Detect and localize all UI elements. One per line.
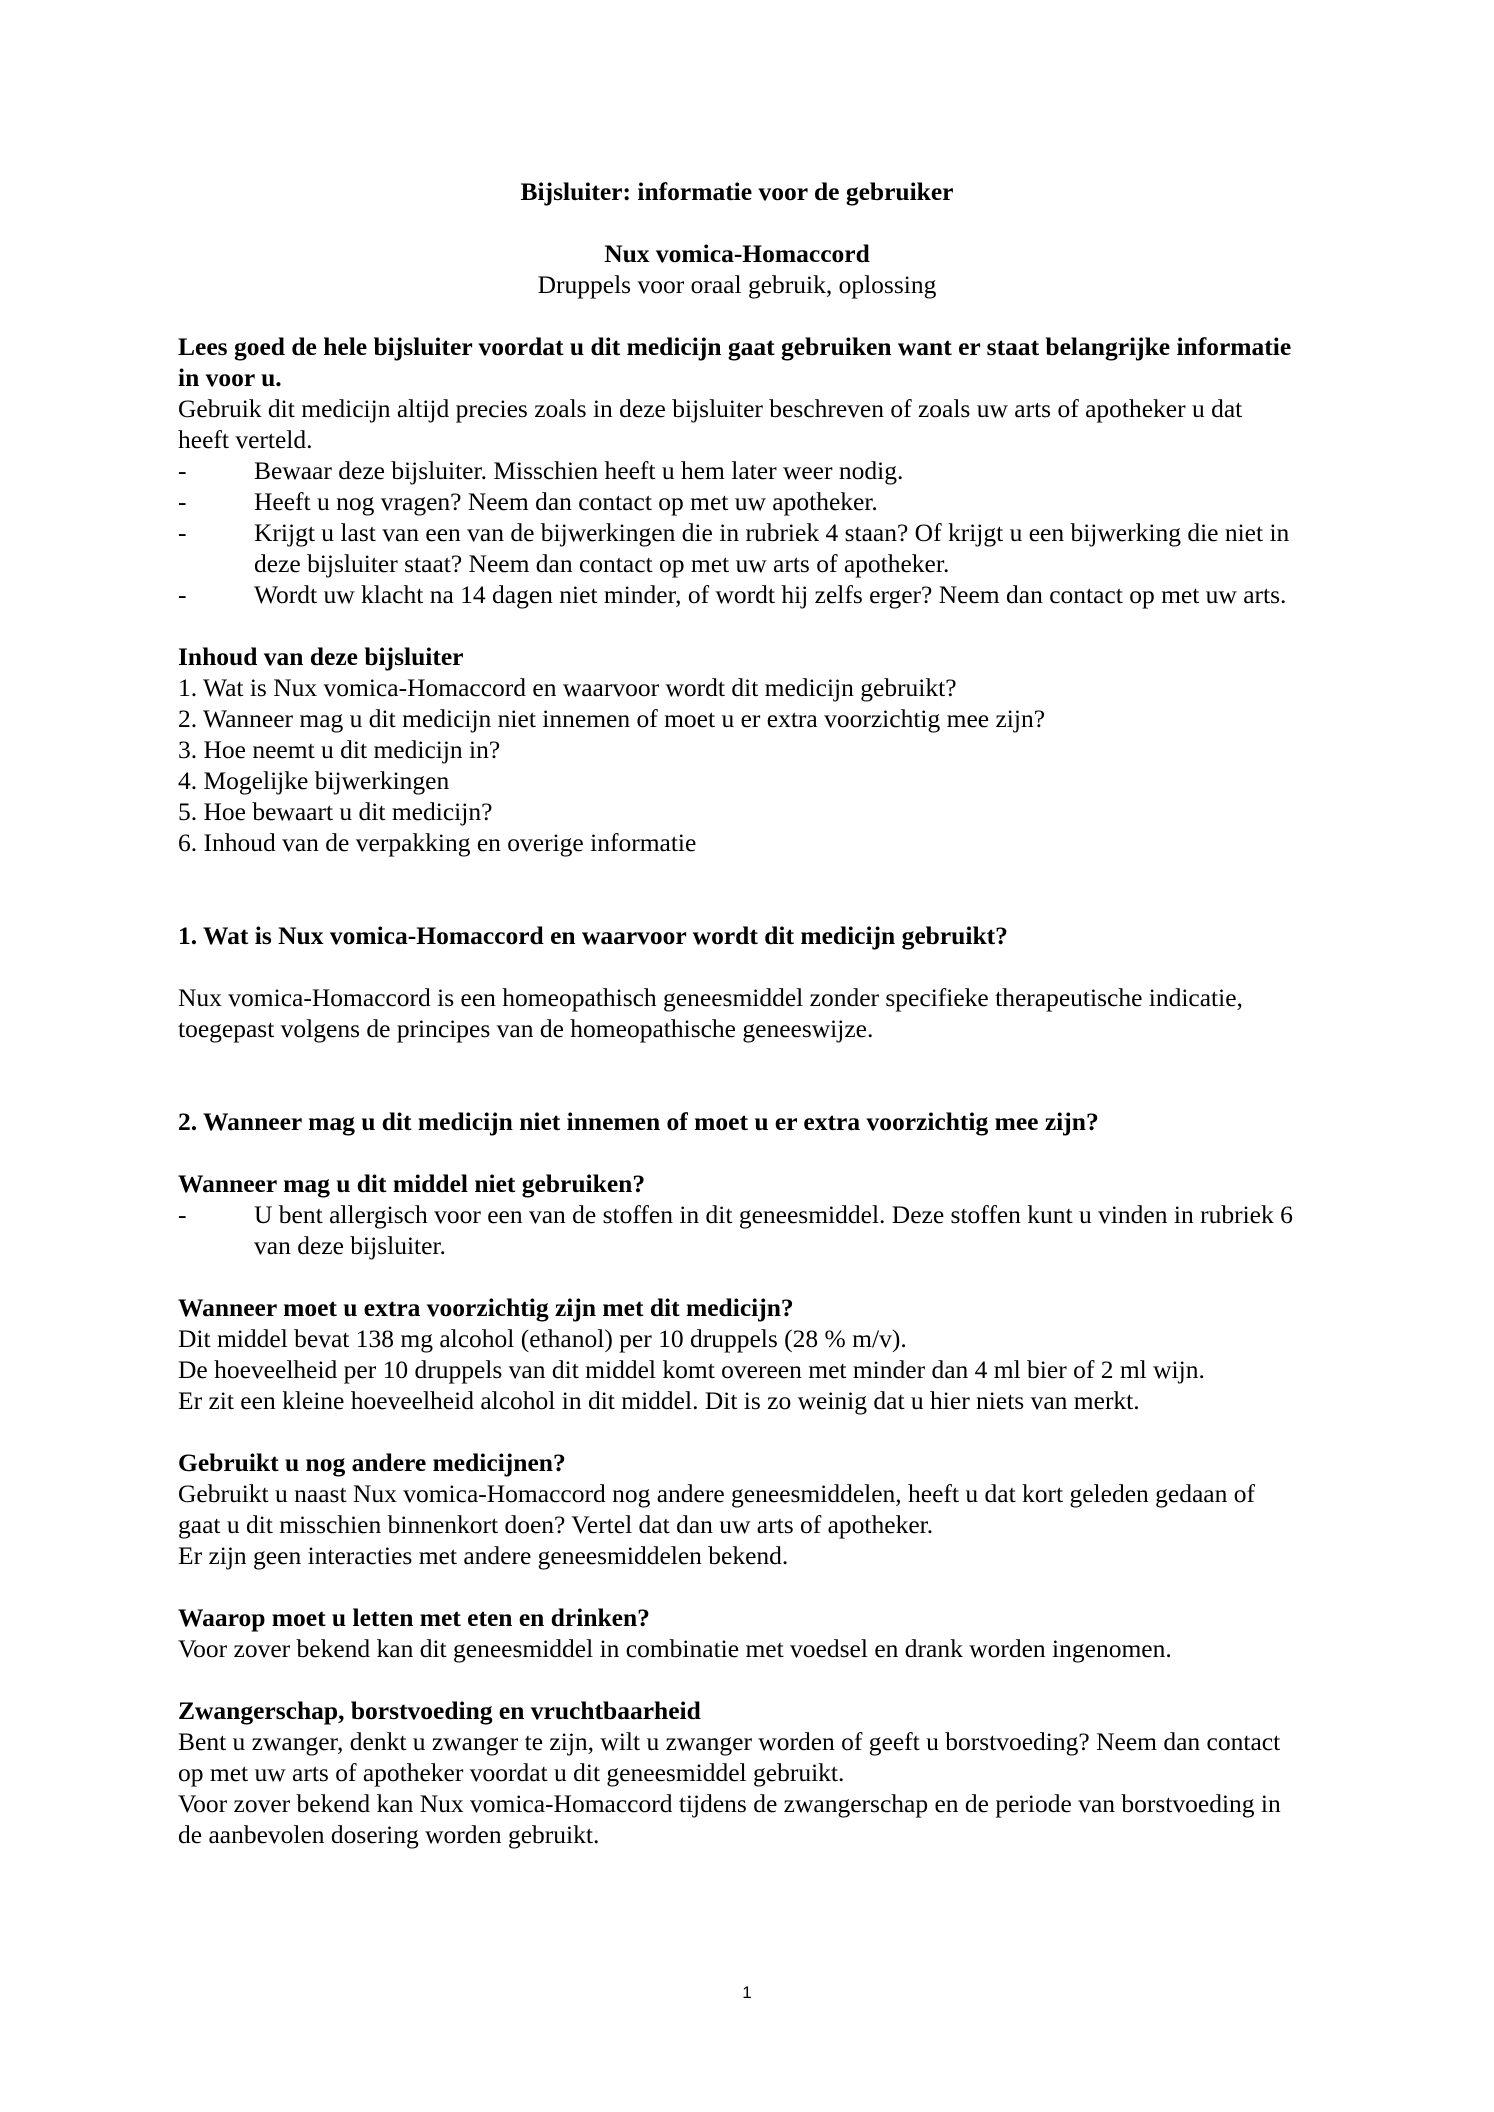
list-item-label: Krijgt u last van een van de bijwerkingen die in rubriek 4 staan? Of krijgt u een bijwerking die niet in deze bijsluiter staat? Neem dan contact op met uw arts of apotheker. [254,518,1290,578]
food-drink-paragraph: Voor zover bekend kan dit geneesmiddel in combinatie met voedsel en drank worden ingenomen. [178,1634,1172,1663]
toc-item-6: 6. Inhoud van de verpakking en overige informatie [178,828,697,857]
dash-bullet-icon: - [178,518,187,547]
toc-item-4: 4. Mogelijke bijwerkingen [178,766,450,795]
section-1-paragraph: Nux vomica-Homaccord is een homeopathisch geneesmiddel zonder specifieke therapeutische indicatie, toegepast volgens de principes van de homeopathische geneeswijze. [178,983,1243,1043]
page-number: 1 [742,1983,752,2002]
product-name: Nux vomica-Homaccord [604,239,870,268]
spacer [178,1261,1296,1292]
list-item-label: Wordt uw klacht na 14 dagen niet minder, of wordt hij zelfs erger? Neem dan contact op met uw arts. [254,580,1287,609]
other-medicines-heading: Gebruikt u nog andere medicijnen? [178,1448,566,1477]
spacer [178,951,1296,982]
warnings-line-alcohol-content: Dit middel bevat 138 mg alcohol (ethanol) per 10 druppels (28 % m/v). [178,1324,907,1353]
document-title: Bijsluiter: informatie voor de gebruiker [520,177,954,206]
toc-heading: Inhoud van deze bijsluiter [178,642,464,671]
list-item-label: Bewaar deze bijsluiter. Misschien heeft u hem later weer nodig. [254,456,904,485]
pregnancy-paragraph-advice: Bent u zwanger, denkt u zwanger te zijn, wilt u zwanger worden of geeft u borstvoeding? Neem dan contact op met uw arts of apotheker voordat u dit geneesmiddel gebruikt. [178,1727,1281,1787]
intro-lead-bold: Lees goed de hele bijsluiter voordat u dit medicijn gaat gebruiken want er staat belangrijke informatie in voor u. [178,332,1292,392]
spacer [178,1044,1296,1075]
spacer [178,858,1296,889]
list-item-label: Heeft u nog vragen? Neem dan contact op met uw apotheker. [254,487,878,516]
spacer [178,1137,1296,1168]
spacer [178,610,1296,641]
other-medicines-interactions: Er zijn geen interacties met andere geneesmiddelen bekend. [178,1541,789,1570]
warnings-line-reassurance: Er zit een kleine hoeveelheid alcohol in dit middel. Dit is zo weinig dat u hier niets van merkt. [178,1386,1140,1415]
list-item-label: U bent allergisch voor een van de stoffen in dit geneesmiddel. Deze stoffen kunt u vinden in rubriek 6 van deze bijsluiter. [254,1200,1293,1260]
pregnancy-heading: Zwangerschap, borstvoeding en vruchtbaarheid [178,1696,701,1725]
contraindications-bullet-list [178,1199,1296,1261]
toc-item-3: 3. Hoe neemt u dit medicijn in? [178,735,501,764]
pregnancy-paragraph-usage: Voor zover bekend kan Nux vomica-Homaccord tijdens de zwangerschap en de periode van borstvoeding in de aanbevolen dosering worden gebruikt. [178,1789,1281,1849]
contraindications-heading: Wanneer mag u dit middel niet gebruiken? [178,1169,646,1198]
list-item [178,455,1296,486]
document-body [178,176,1296,1850]
dash-bullet-icon: - [178,487,187,516]
intro-bullet-list [178,455,1296,610]
list-item [178,1199,1296,1261]
spacer [178,300,1296,331]
toc-item-5: 5. Hoe bewaart u dit medicijn? [178,797,493,826]
spacer [178,889,1296,920]
spacer [178,1075,1296,1106]
spacer [178,1416,1296,1447]
list-item [178,486,1296,517]
other-medicines-paragraph: Gebruikt u naast Nux vomica-Homaccord nog andere geneesmiddelen, heeft u dat kort geleden gedaan of gaat u dit misschien binnenkort doen? Vertel dat dan uw arts of apotheker. [178,1479,1255,1539]
section-1-heading: 1. Wat is Nux vomica-Homaccord en waarvoor wordt dit medicijn gebruikt? [178,921,1008,950]
intro-paragraph: Gebruik dit medicijn altijd precies zoals in deze bijsluiter beschreven of zoals uw arts of apotheker u dat heeft verteld. [178,394,1243,454]
product-dosage-form: Druppels voor oraal gebruik, oplossing [537,270,937,299]
list-item [178,579,1296,610]
dash-bullet-icon: - [178,1200,187,1229]
dash-bullet-icon: - [178,580,187,609]
toc-item-1: 1. Wat is Nux vomica-Homaccord en waarvoor wordt dit medicijn gebruikt? [178,673,957,702]
food-drink-heading: Waarop moet u letten met eten en drinken? [178,1603,650,1632]
toc-item-2: 2. Wanneer mag u dit medicijn niet innemen of moet u er extra voorzichtig mee zijn? [178,704,1046,733]
section-2-heading: 2. Wanneer mag u dit medicijn niet innemen of moet u er extra voorzichtig mee zijn? [178,1107,1099,1136]
list-item [178,517,1296,579]
dash-bullet-icon: - [178,456,187,485]
warnings-line-comparison: De hoeveelheid per 10 druppels van dit middel komt overeen met minder dan 4 ml bier of 2 ml wijn. [178,1355,1205,1384]
spacer [178,1571,1296,1602]
spacer [178,207,1296,238]
spacer [178,1664,1296,1695]
warnings-heading: Wanneer moet u extra voorzichtig zijn met dit medicijn? [178,1293,794,1322]
